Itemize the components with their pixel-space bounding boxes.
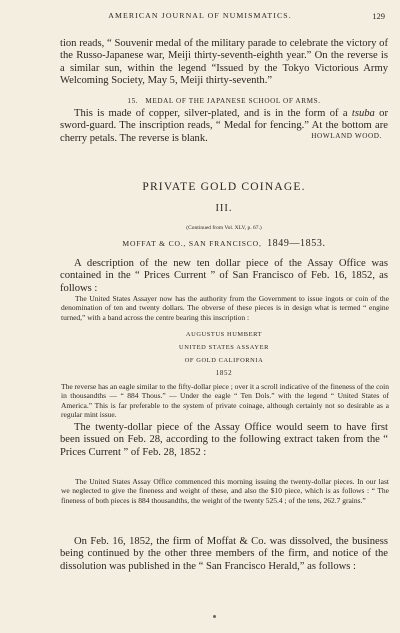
item-heading — [60, 97, 388, 105]
page-number: 129 — [372, 11, 385, 21]
italic-term: tsuba — [351, 108, 375, 119]
item-title: MEDAL OF THE JAPANESE SCHOOL OF ARMS. — [145, 97, 321, 105]
inscription-line: UNITED STATES ASSAYER — [179, 344, 269, 351]
firm-name: MOFFAT & CO., SAN FRANCISCO, — [122, 239, 262, 248]
ink-mark — [213, 615, 216, 618]
item-number: 15. — [127, 97, 139, 105]
paragraph-souvenir-medal: tion reads, “ Souvenir medal of the military parade to celebrate the victory of the Russo-Japanese war, Meiji thirty-seventh-eighth year.” On the reverse is a similar sun, within the legend “Issued by the Tokyo Victorious Army Welcoming Society, May 5, Meiji thirty-seventh.” — [60, 38, 388, 86]
paragraph-twenty-dollar: The twenty-dollar piece of the Assay Office would seem to have first been issued on Feb. 28, according to the following extract taken from the “ Prices Current ” of Feb. 28, 1852 : — [60, 422, 388, 458]
article-part-number: III. — [215, 203, 233, 214]
paragraph-dissolution: On Feb. 16, 1852, the firm of Moffat & Co. was dissolved, the business being continued by the other three members of the firm, and notice of the dissolution was published in the “ San Francisco Herald,” as follows : — [60, 536, 388, 572]
quote-assayer-authority: The United States Assayer now has the authority from the Government to issue ingots or coin of the denomination of ten and twenty dollars. The obverse of these pieces is in design what is termed “ engine turned,” with a band across the centre bearing this inscription : — [61, 294, 389, 322]
inscription-line: OF GOLD CALIFORNIA — [184, 357, 264, 364]
inscription-year: 1852 — [215, 369, 233, 377]
author-signature: HOWLAND WOOD. — [311, 132, 382, 140]
paragraph-text-start: This is made of copper, silver-plated, and is in the form of a — [74, 108, 352, 119]
firm-subheading — [60, 238, 388, 249]
quote-reverse-description: The reverse has an eagle similar to the fifty-dollar piece ; over it a scroll indicative of the fineness of the coin in thousandths — “ 884 Thous.” — Under the eagle “ Ten Dols.” with the legend “ United States of America.” This is far preferable to the system of private coinage, although certainly not so desirable as a regular mint issue. — [61, 382, 389, 420]
running-head: AMERICAN JOURNAL OF NUMISMATICS. — [108, 11, 292, 20]
article-title: PRIVATE GOLD COINAGE. — [142, 181, 306, 193]
continued-note: (Continued from Vol. XLV, p. 67.) — [186, 225, 262, 231]
page-header — [0, 11, 400, 25]
paragraph-ten-dollar: A description of the new ten dollar piece of the Assay Office was contained in the “ Prices Current ” of San Francisco of Feb. 16, 1852, as follows : — [60, 258, 388, 294]
firm-years: 1849—1853. — [267, 238, 326, 249]
paragraph-text-end: or sword-guard. The inscription reads, “ Medal for fencing.” At the bottom are cherry petals. The reverse is blank. — [60, 108, 388, 144]
quote-assay-office: The United States Assay Office commenced this morning issuing the twenty-dollar pieces. In our last we neglected to give the fineness and weight of these, and also the $10 piece, which is as follows : “ The fineness of both pieces is 884 thousandths, the weight of the twenty 525.4 ; of the tens, 262.7 grains.” — [61, 477, 389, 505]
inscription-line: AUGUSTUS HUMBERT — [185, 331, 263, 338]
